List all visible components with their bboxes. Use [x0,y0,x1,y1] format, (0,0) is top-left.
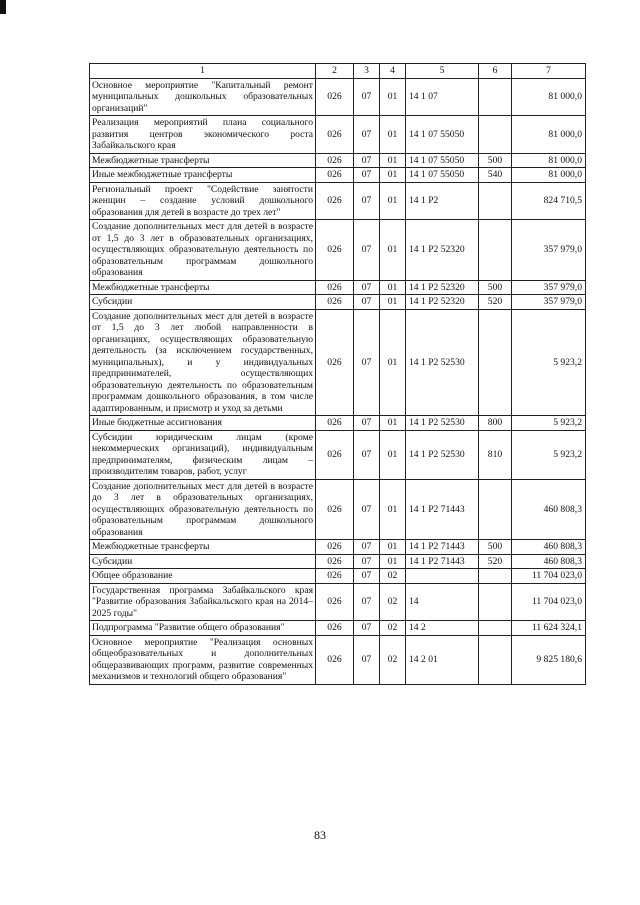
row-section: 07 [354,569,380,584]
row-code-admin: 026 [316,479,354,540]
table-row [90,583,586,621]
row-amount: 81 000,0 [512,153,586,168]
row-section: 07 [354,168,380,183]
row-subsection: 01 [380,430,406,479]
page-number: 83 [314,828,326,842]
row-subsection: 01 [380,416,406,431]
table-row [90,635,586,684]
table-body [90,78,586,684]
row-target-article: 14 1 07 55050 [406,116,479,154]
row-name: Субсидии [90,295,316,310]
row-expense-type [479,220,512,281]
row-amount: 11 624 324,1 [512,621,586,636]
table-row [90,540,586,555]
row-subsection: 01 [380,554,406,569]
row-subsection: 01 [380,540,406,555]
row-code-admin: 026 [316,153,354,168]
row-target-article: 14 1 P2 71443 [406,540,479,555]
row-name: Создание дополнительных мест для детей в возрасте от 1,5 до 3 лет в образовательных организациях, осуществляющих образовательную деятельность по образовательным программам дошкольного образования [90,220,316,281]
row-section: 07 [354,295,380,310]
column-header-2: 2 [316,64,354,79]
row-name: Межбюджетные трансферты [90,153,316,168]
row-code-admin: 026 [316,295,354,310]
table-row [90,78,586,116]
row-section: 07 [354,116,380,154]
row-subsection: 01 [380,168,406,183]
row-amount: 824 710,5 [512,182,586,220]
row-section: 07 [354,182,380,220]
column-header-4: 4 [380,64,406,79]
row-code-admin: 026 [316,430,354,479]
row-name: Субсидии юридическим лицам (кроме некоммерческих организаций), индивидуальным предпринимателям, физическим лицам – производителям товаров, работ, услуг [90,430,316,479]
row-name: Основное мероприятие "Реализация основных общеобразовательных и дополнительных общеразвивающих программ, развитие современных механизмов и технологий общего образования" [90,635,316,684]
row-subsection: 02 [380,583,406,621]
row-name: Общее образование [90,569,316,584]
table-row [90,621,586,636]
row-name: Иные бюджетные ассигнования [90,416,316,431]
scan-corner-mark [0,0,6,14]
table-row [90,479,586,540]
row-target-article: 14 1 07 [406,78,479,116]
row-subsection: 01 [380,295,406,310]
row-target-article: 14 2 01 [406,635,479,684]
row-name: Субсидии [90,554,316,569]
row-target-article: 14 1 P2 52320 [406,220,479,281]
table-row [90,554,586,569]
table-row [90,182,586,220]
row-code-admin: 026 [316,569,354,584]
row-section: 07 [354,554,380,569]
row-target-article: 14 1 P2 52320 [406,295,479,310]
row-name: Межбюджетные трансферты [90,540,316,555]
row-section: 07 [354,430,380,479]
row-subsection: 01 [380,78,406,116]
column-header-7: 7 [512,64,586,79]
row-code-admin: 026 [316,621,354,636]
row-target-article: 14 1 P2 52320 [406,280,479,295]
row-target-article: 14 [406,583,479,621]
row-code-admin: 026 [316,583,354,621]
row-name: Создание дополнительных мест для детей в возрасте до 3 лет в образовательных организациях, осуществляющих образовательную деятельность по образовательным программам дошкольного образования [90,479,316,540]
row-code-admin: 026 [316,540,354,555]
row-target-article: 14 1 P2 52530 [406,430,479,479]
row-subsection: 01 [380,309,406,416]
row-amount: 11 704 023,0 [512,569,586,584]
row-amount: 460 808,3 [512,554,586,569]
row-amount: 5 923,2 [512,416,586,431]
column-header-1: 1 [90,64,316,79]
row-subsection: 01 [380,220,406,281]
row-subsection: 02 [380,569,406,584]
table-header-row [90,64,586,79]
table-row [90,168,586,183]
row-expense-type: 540 [479,168,512,183]
table-row [90,220,586,281]
row-amount: 81 000,0 [512,168,586,183]
row-amount: 81 000,0 [512,116,586,154]
row-code-admin: 026 [316,116,354,154]
row-name: Подпрограмма "Развитие общего образования" [90,621,316,636]
row-target-article [406,569,479,584]
row-amount: 357 979,0 [512,295,586,310]
row-target-article: 14 1 07 55050 [406,168,479,183]
column-header-5: 5 [406,64,479,79]
table-row [90,416,586,431]
row-code-admin: 026 [316,182,354,220]
row-subsection: 01 [380,479,406,540]
row-amount: 460 808,3 [512,479,586,540]
row-amount: 11 704 023,0 [512,583,586,621]
table-row [90,153,586,168]
row-name: Реализация мероприятий плана социального развития центров экономического роста Забайкальского края [90,116,316,154]
row-expense-type: 500 [479,153,512,168]
row-amount: 5 923,2 [512,309,586,416]
row-subsection: 02 [380,635,406,684]
row-name: Региональный проект "Содействие занятости женщин – создание условий дошкольного образования для детей в возрасте до трех лет" [90,182,316,220]
row-subsection: 01 [380,116,406,154]
row-expense-type: 520 [479,295,512,310]
row-code-admin: 026 [316,78,354,116]
row-subsection: 02 [380,621,406,636]
row-expense-type [479,569,512,584]
row-section: 07 [354,220,380,281]
row-section: 07 [354,540,380,555]
row-section: 07 [354,583,380,621]
row-name: Государственная программа Забайкальского края "Развитие образования Забайкальского края на 2014–2025 годы" [90,583,316,621]
row-expense-type [479,621,512,636]
row-amount: 81 000,0 [512,78,586,116]
row-amount: 460 808,3 [512,540,586,555]
row-subsection: 01 [380,280,406,295]
row-target-article: 14 1 07 55050 [406,153,479,168]
row-expense-type [479,116,512,154]
row-target-article: 14 1 P2 52530 [406,309,479,416]
row-section: 07 [354,153,380,168]
row-code-admin: 026 [316,309,354,416]
budget-table [89,63,586,685]
row-amount: 357 979,0 [512,220,586,281]
table-row [90,280,586,295]
row-target-article: 14 2 [406,621,479,636]
row-code-admin: 026 [316,280,354,295]
row-subsection: 01 [380,153,406,168]
column-header-6: 6 [479,64,512,79]
row-section: 07 [354,479,380,540]
table-row [90,295,586,310]
row-target-article: 14 1 P2 71443 [406,479,479,540]
row-amount: 357 979,0 [512,280,586,295]
row-name: Основное мероприятие "Капитальный ремонт муниципальных дошкольных образовательных организаций" [90,78,316,116]
row-expense-type: 500 [479,540,512,555]
row-code-admin: 026 [316,554,354,569]
row-code-admin: 026 [316,168,354,183]
row-section: 07 [354,635,380,684]
row-section: 07 [354,621,380,636]
row-name: Создание дополнительных мест для детей в возрасте от 1,5 до 3 лет любой направленности в организациях, осуществляющих образовательную деятельность (за исключением государственных, муниципальных), и у индивидуальных предпринимателей, осуществляющих образовательную деятельность по образовательным программам дошкольного образования, в том числе адаптированным, и присмотр и уход за детьми [90,309,316,416]
row-target-article: 14 1 P2 [406,182,479,220]
row-target-article: 14 1 P2 52530 [406,416,479,431]
column-header-3: 3 [354,64,380,79]
row-amount: 9 825 180,6 [512,635,586,684]
budget-table-container [89,63,585,685]
row-code-admin: 026 [316,220,354,281]
row-expense-type: 810 [479,430,512,479]
row-expense-type [479,309,512,416]
row-code-admin: 026 [316,635,354,684]
row-name: Межбюджетные трансферты [90,280,316,295]
table-row [90,569,586,584]
row-subsection: 01 [380,182,406,220]
row-expense-type [479,479,512,540]
row-amount: 5 923,2 [512,430,586,479]
row-expense-type [479,78,512,116]
row-expense-type [479,182,512,220]
table-row [90,116,586,154]
row-code-admin: 026 [316,416,354,431]
row-expense-type: 500 [479,280,512,295]
row-expense-type: 800 [479,416,512,431]
row-section: 07 [354,78,380,116]
table-row [90,309,586,416]
row-name: Иные межбюджетные трансферты [90,168,316,183]
row-section: 07 [354,416,380,431]
row-expense-type: 520 [479,554,512,569]
row-section: 07 [354,280,380,295]
row-expense-type [479,583,512,621]
row-section: 07 [354,309,380,416]
table-row [90,430,586,479]
row-expense-type [479,635,512,684]
row-target-article: 14 1 P2 71443 [406,554,479,569]
